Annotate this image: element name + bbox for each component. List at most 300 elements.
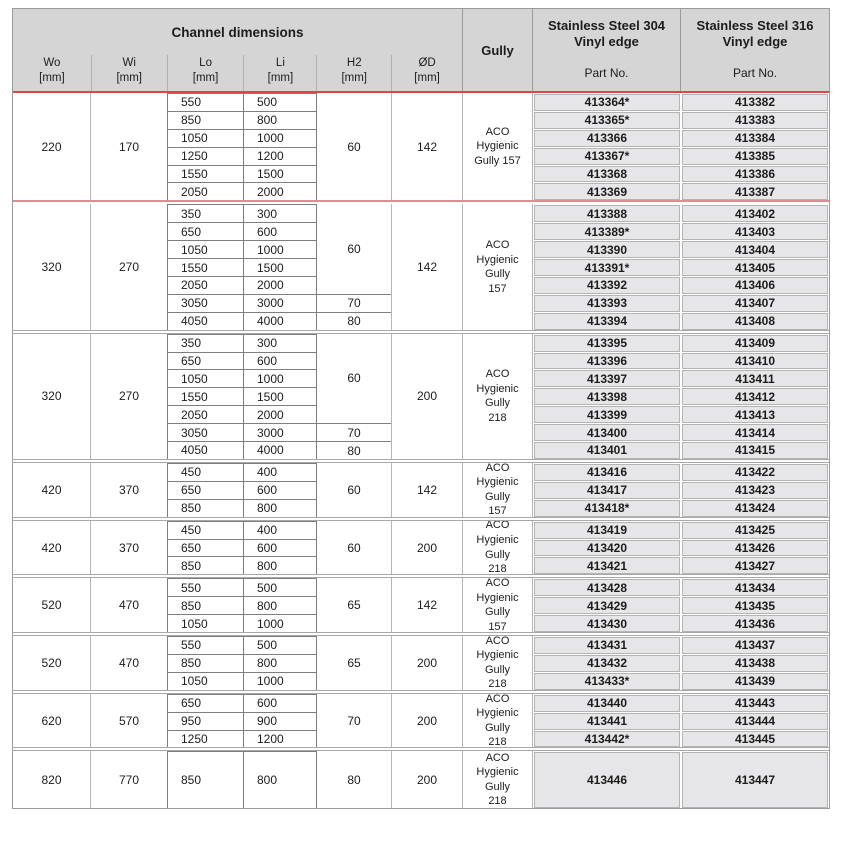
lo-subcell: 550 [167, 93, 244, 111]
part-304-cell: 413368 [534, 165, 680, 183]
gully-cell [463, 636, 533, 690]
channel-dimensions-header-block [13, 9, 463, 91]
li-subcell: 400 [244, 463, 317, 481]
part-304-cell: 413395 [534, 334, 680, 352]
col-header-wo [13, 55, 91, 91]
part-304-cell: 413419 [534, 521, 680, 539]
part-304-cell: 413433* [534, 672, 680, 690]
lo-column [167, 578, 244, 632]
part-316-cell: 413423 [682, 481, 828, 499]
col-header-lo [167, 55, 244, 91]
lo-subcell: 650 [167, 694, 244, 712]
part-304-column [533, 204, 681, 329]
li-subcell: 1000 [244, 129, 317, 147]
part-304-cell: 413367* [534, 147, 680, 165]
gully-line: Hygienic [476, 140, 519, 153]
li-subcell: 2000 [244, 405, 317, 423]
li-column [244, 463, 317, 517]
h2-segment: 65 [347, 655, 361, 670]
part-304-cell: 413392 [534, 276, 680, 294]
wi-cell: 370 [118, 540, 140, 555]
col-header-name: H2 [346, 57, 362, 69]
lo-column [167, 694, 244, 748]
steel-316-part-no-label: Part No. [732, 65, 777, 80]
li-subcell: 600 [244, 222, 317, 240]
lo-column [167, 521, 244, 575]
gully-cell [463, 334, 533, 459]
part-304-cell: 413421 [534, 556, 680, 574]
col-header-name: Li [275, 57, 285, 69]
part-304-cell: 413391* [534, 258, 680, 276]
gully-line: ACO [485, 239, 510, 251]
part-316-cell: 413422 [682, 463, 828, 481]
h2-segment: 80 [317, 312, 391, 330]
wi-cell: 370 [118, 482, 140, 497]
gully-line: Gully 157 [474, 154, 521, 167]
gully-line: Hygienic Gully [476, 649, 519, 676]
part-316-cell: 413407 [682, 294, 828, 312]
li-subcell: 600 [244, 481, 317, 499]
part-316-cell: 413408 [682, 312, 828, 330]
part-316-cell: 413412 [682, 387, 828, 405]
wi-cell: 270 [118, 260, 140, 275]
wo-cell: 520 [13, 578, 91, 632]
lo-subcell: 1050 [167, 614, 244, 632]
gully-line: ACO [485, 462, 510, 474]
part-316-cell: 413445 [682, 730, 828, 748]
od-cell: 200 [392, 521, 463, 575]
table-row-group [13, 521, 829, 575]
part-304-cell: 413432 [534, 654, 680, 672]
lo-subcell: 550 [167, 636, 244, 654]
part-304-cell: 413366 [534, 129, 680, 147]
wi-cell: 170 [118, 139, 140, 154]
col-header-name: Wi [122, 57, 136, 69]
part-304-column [533, 463, 681, 517]
li-subcell: 600 [244, 694, 317, 712]
wi-cell: 470 [118, 655, 140, 670]
lo-subcell: 850 [167, 751, 244, 808]
gully-line: 218 [488, 736, 507, 748]
lo-subcell: 850 [167, 654, 244, 672]
wo-cell: 420 [13, 463, 91, 517]
li-subcell: 1000 [244, 369, 317, 387]
li-subcell: 1500 [244, 258, 317, 276]
h2-column [317, 694, 392, 748]
h2-segment: 80 [317, 441, 391, 459]
lo-subcell: 1250 [167, 147, 244, 165]
od-cell: 142 [392, 93, 463, 200]
part-304-cell: 413417 [534, 481, 680, 499]
part-304-cell: 413364* [534, 93, 680, 111]
lo-column [167, 751, 244, 808]
part-316-cell: 413434 [682, 578, 828, 596]
h2-column [317, 204, 392, 329]
gully-cell [463, 521, 533, 575]
li-subcell: 800 [244, 556, 317, 574]
steel-304-part-no-label: Part No. [584, 65, 629, 80]
li-subcell: 4000 [244, 441, 317, 459]
lo-subcell: 850 [167, 596, 244, 614]
part-316-cell: 413386 [682, 165, 828, 183]
part-304-cell: 413398 [534, 387, 680, 405]
gully-cell [463, 694, 533, 748]
lo-subcell: 650 [167, 539, 244, 557]
part-316-cell: 413439 [682, 672, 828, 690]
gully-line: 218 [488, 795, 507, 808]
li-subcell: 1500 [244, 165, 317, 183]
part-316-column [681, 334, 829, 459]
col-header-unit: [mm] [116, 71, 143, 84]
od-cell: 142 [392, 578, 463, 632]
h2-segment: 70 [317, 423, 391, 441]
li-column [244, 204, 317, 329]
li-subcell: 600 [244, 352, 317, 370]
h2-column [317, 334, 392, 459]
gully-cell [463, 751, 533, 808]
lo-subcell: 450 [167, 463, 244, 481]
part-316-cell: 413410 [682, 352, 828, 370]
od-cell: 200 [392, 334, 463, 459]
li-column [244, 751, 317, 808]
lo-subcell: 1550 [167, 387, 244, 405]
gully-line: Hygienic Gully [476, 707, 519, 734]
li-column [244, 694, 317, 748]
part-304-column [533, 334, 681, 459]
h2-column [317, 463, 392, 517]
li-column [244, 578, 317, 632]
h2-segment: 60 [347, 540, 361, 555]
lo-subcell: 2050 [167, 182, 244, 200]
part-316-cell: 413411 [682, 369, 828, 387]
lo-subcell: 1050 [167, 672, 244, 690]
lo-column [167, 93, 244, 200]
li-column [244, 636, 317, 690]
steel-304-title-line2: Vinyl edge [574, 34, 639, 50]
li-subcell: 300 [244, 334, 317, 352]
h2-segment: 80 [347, 772, 361, 787]
part-316-column [681, 751, 829, 808]
part-316-cell: 413404 [682, 240, 828, 258]
part-304-cell: 413431 [534, 636, 680, 654]
lo-subcell: 850 [167, 556, 244, 574]
gully-line: 157 [488, 505, 507, 517]
li-subcell: 500 [244, 578, 317, 596]
lo-subcell: 650 [167, 222, 244, 240]
od-cell: 142 [392, 204, 463, 329]
part-304-cell: 413429 [534, 596, 680, 614]
product-table [12, 8, 830, 809]
part-316-cell: 413436 [682, 614, 828, 632]
col-header-wi [91, 55, 167, 91]
li-subcell: 800 [244, 751, 317, 808]
lo-subcell: 1550 [167, 165, 244, 183]
h2-column [317, 93, 392, 200]
li-column [244, 334, 317, 459]
li-subcell: 3000 [244, 423, 317, 441]
steel-316-title-line1: Stainless Steel 316 [696, 18, 814, 33]
gully-line: Hygienic Gully [476, 534, 519, 561]
part-316-cell: 413424 [682, 499, 828, 517]
lo-subcell: 550 [167, 578, 244, 596]
lo-subcell: 350 [167, 204, 244, 222]
part-316-column [681, 93, 829, 200]
part-304-cell: 413416 [534, 463, 680, 481]
part-316-cell: 413415 [682, 441, 828, 459]
h2-segment: 60 [347, 139, 361, 154]
li-subcell: 800 [244, 499, 317, 517]
part-304-column [533, 636, 681, 690]
part-316-column [681, 463, 829, 517]
li-subcell: 1500 [244, 387, 317, 405]
li-subcell: 2000 [244, 276, 317, 294]
gully-cell [463, 204, 533, 329]
li-subcell: 3000 [244, 294, 317, 312]
wo-cell: 220 [13, 93, 91, 200]
part-316-cell: 413414 [682, 423, 828, 441]
part-304-cell: 413400 [534, 423, 680, 441]
lo-subcell: 1050 [167, 369, 244, 387]
part-304-cell: 413388 [534, 204, 680, 222]
part-316-column [681, 578, 829, 632]
od-cell: 200 [392, 636, 463, 690]
h2-segment: 70 [347, 713, 361, 728]
h2-segment: 70 [317, 294, 391, 312]
li-subcell: 400 [244, 521, 317, 539]
part-316-cell: 413437 [682, 636, 828, 654]
part-316-cell: 413409 [682, 334, 828, 352]
gully-line: Hygienic Gully [476, 591, 519, 619]
table-row-group [13, 334, 829, 459]
col-header-h2 [316, 55, 391, 91]
lo-subcell: 650 [167, 352, 244, 370]
table-row-group [13, 694, 829, 748]
table-body [13, 93, 829, 808]
part-304-cell: 413428 [534, 578, 680, 596]
lo-subcell: 2050 [167, 405, 244, 423]
table-header [13, 9, 829, 93]
lo-subcell: 450 [167, 521, 244, 539]
part-304-column [533, 694, 681, 748]
col-header-name: Wo [43, 57, 61, 69]
lo-subcell: 4050 [167, 441, 244, 459]
part-316-cell: 413384 [682, 129, 828, 147]
h2-column [317, 578, 392, 632]
gully-line: ACO [485, 520, 510, 532]
li-subcell: 800 [244, 596, 317, 614]
li-subcell: 500 [244, 93, 317, 111]
lo-subcell: 3050 [167, 294, 244, 312]
table-row-group [13, 751, 829, 808]
lo-column [167, 463, 244, 517]
part-316-cell: 413427 [682, 556, 828, 574]
gully-cell [463, 463, 533, 517]
part-316-cell: 413443 [682, 694, 828, 712]
col-header-unit: [mm] [192, 71, 219, 84]
li-subcell: 500 [244, 636, 317, 654]
wo-cell: 320 [13, 204, 91, 329]
part-316-cell: 413382 [682, 93, 828, 111]
part-304-cell: 413397 [534, 369, 680, 387]
li-subcell: 600 [244, 539, 317, 557]
li-subcell: 800 [244, 654, 317, 672]
gully-line: 218 [488, 563, 507, 575]
od-cell: 200 [392, 694, 463, 748]
h2-segment: 60 [347, 371, 361, 386]
part-316-column [681, 636, 829, 690]
lo-subcell: 2050 [167, 276, 244, 294]
lo-column [167, 636, 244, 690]
li-subcell: 900 [244, 712, 317, 730]
gully-line: 218 [488, 678, 507, 690]
col-header-od [391, 55, 462, 91]
part-304-cell: 413393 [534, 294, 680, 312]
li-subcell: 1000 [244, 240, 317, 258]
part-304-column [533, 751, 681, 808]
steel-304-column-header [533, 9, 681, 91]
gully-line: ACO [485, 636, 510, 647]
gully-line: ACO [485, 693, 510, 705]
wo-cell: 820 [13, 751, 91, 808]
lo-subcell: 1250 [167, 730, 244, 748]
gully-line: 218 [488, 411, 507, 424]
lo-subcell: 950 [167, 712, 244, 730]
part-316-cell: 413385 [682, 147, 828, 165]
wi-cell: 770 [118, 772, 140, 787]
li-subcell: 1000 [244, 672, 317, 690]
gully-line: Hygienic Gully [476, 476, 519, 503]
steel-316-column-header [681, 9, 829, 91]
gully-line: ACO [485, 751, 510, 764]
part-316-cell: 413426 [682, 539, 828, 557]
gully-line: ACO [485, 578, 510, 590]
part-316-cell: 413447 [682, 751, 828, 808]
wo-cell: 520 [13, 636, 91, 690]
li-subcell: 1200 [244, 147, 317, 165]
part-316-cell: 413435 [682, 596, 828, 614]
lo-subcell: 1050 [167, 129, 244, 147]
steel-304-title [548, 18, 665, 51]
li-subcell: 300 [244, 204, 317, 222]
gully-line: ACO [485, 368, 510, 381]
part-304-cell: 413418* [534, 499, 680, 517]
col-header-unit: [mm] [267, 71, 294, 84]
li-column [244, 521, 317, 575]
lo-column [167, 204, 244, 329]
part-304-cell: 413420 [534, 539, 680, 557]
part-304-cell: 413369 [534, 182, 680, 200]
part-316-cell: 413438 [682, 654, 828, 672]
lo-subcell: 3050 [167, 423, 244, 441]
table-row-group [13, 93, 829, 200]
li-subcell: 4000 [244, 312, 317, 330]
gully-line: Hygienic Gully [476, 382, 519, 410]
h2-segment: 65 [347, 598, 361, 613]
part-316-column [681, 204, 829, 329]
part-316-cell: 413387 [682, 182, 828, 200]
lo-column [167, 334, 244, 459]
part-316-cell: 413403 [682, 222, 828, 240]
lo-subcell: 1550 [167, 258, 244, 276]
part-304-cell: 413390 [534, 240, 680, 258]
part-304-cell: 413430 [534, 614, 680, 632]
part-304-cell: 413442* [534, 730, 680, 748]
h2-segment: 60 [347, 482, 361, 497]
h2-segment: 60 [347, 242, 361, 257]
wi-cell: 570 [118, 713, 140, 728]
part-304-cell: 413396 [534, 352, 680, 370]
part-304-cell: 413446 [534, 751, 680, 808]
part-316-cell: 413406 [682, 276, 828, 294]
gully-line: Hygienic Gully [476, 253, 519, 281]
gully-cell [463, 578, 533, 632]
li-subcell: 2000 [244, 182, 317, 200]
table-row-group [13, 463, 829, 517]
lo-subcell: 650 [167, 481, 244, 499]
col-header-name: Lo [199, 57, 212, 69]
od-cell: 200 [392, 751, 463, 808]
h2-column [317, 636, 392, 690]
lo-subcell: 850 [167, 111, 244, 129]
wo-cell: 420 [13, 521, 91, 575]
col-header-name: ØD [418, 57, 436, 69]
lo-subcell: 350 [167, 334, 244, 352]
table-row-group [13, 204, 829, 329]
part-316-cell: 413383 [682, 111, 828, 129]
part-316-cell: 413402 [682, 204, 828, 222]
part-304-cell: 413401 [534, 441, 680, 459]
steel-316-title-line2: Vinyl edge [722, 34, 788, 50]
wi-cell: 270 [118, 389, 140, 404]
steel-304-title-line1: Stainless Steel 304 [547, 18, 666, 33]
gully-cell [463, 93, 533, 200]
part-304-cell: 413389* [534, 222, 680, 240]
col-header-unit: [mm] [39, 71, 65, 84]
channel-dimensions-title: Channel dimensions [171, 24, 304, 40]
li-subcell: 1200 [244, 730, 317, 748]
li-column [244, 93, 317, 200]
part-316-cell: 413405 [682, 258, 828, 276]
part-316-cell: 413425 [682, 521, 828, 539]
part-304-cell: 413365* [534, 111, 680, 129]
part-304-cell: 413394 [534, 312, 680, 330]
part-304-cell: 413440 [534, 694, 680, 712]
li-subcell: 800 [244, 111, 317, 129]
part-304-column [533, 93, 681, 200]
part-316-column [681, 521, 829, 575]
lo-subcell: 4050 [167, 312, 244, 330]
gully-line: ACO [485, 125, 510, 138]
h2-column [317, 751, 392, 808]
table-row-group [13, 578, 829, 632]
wi-cell: 470 [118, 598, 140, 613]
lo-subcell: 850 [167, 499, 244, 517]
part-304-column [533, 578, 681, 632]
od-cell: 142 [392, 463, 463, 517]
part-316-column [681, 694, 829, 748]
h2-column [317, 521, 392, 575]
part-316-cell: 413444 [682, 712, 828, 730]
part-304-cell: 413399 [534, 405, 680, 423]
part-316-cell: 413413 [682, 405, 828, 423]
part-304-cell: 413441 [534, 712, 680, 730]
li-subcell: 1000 [244, 614, 317, 632]
part-304-column [533, 521, 681, 575]
wo-cell: 320 [13, 334, 91, 459]
gully-line: Hygienic Gully [476, 766, 519, 793]
lo-subcell: 1050 [167, 240, 244, 258]
col-header-li [243, 55, 316, 91]
